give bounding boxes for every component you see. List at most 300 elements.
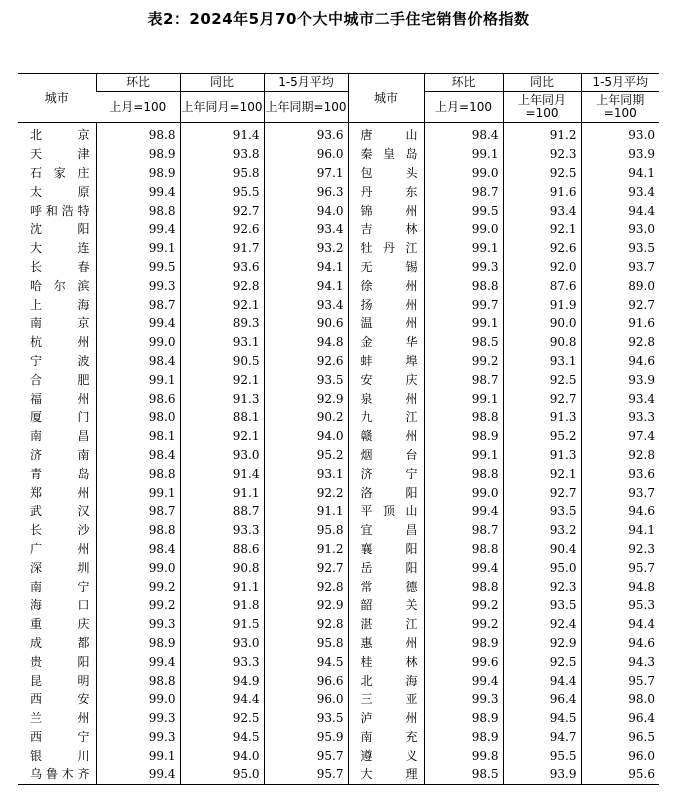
mom-value: 98.4 — [96, 352, 180, 371]
ytd-value: 96.4 — [581, 709, 659, 728]
ytd-value: 94.1 — [264, 258, 348, 277]
ytd-value: 90.2 — [264, 408, 348, 427]
mom-value: 98.9 — [424, 427, 503, 446]
table-row — [18, 182, 659, 201]
yoy-value: 92.5 — [503, 370, 581, 389]
mom-value: 98.9 — [96, 164, 180, 183]
ytd-value: 95.2 — [264, 446, 348, 465]
ytd-value: 92.6 — [264, 352, 348, 371]
mom-base-left: 上月=100 — [96, 92, 180, 123]
table-row — [18, 352, 659, 371]
yoy-value: 93.1 — [180, 333, 264, 352]
mom-value: 99.4 — [96, 220, 180, 239]
table-row — [18, 427, 659, 446]
table-row — [18, 201, 659, 220]
ytd-value: 92.8 — [581, 333, 659, 352]
city-name: 兰 州 — [30, 711, 90, 726]
mom-value: 98.7 — [424, 182, 503, 201]
ytd-value: 96.0 — [264, 145, 348, 164]
mom-value: 99.8 — [424, 746, 503, 765]
yoy-value: 93.8 — [180, 145, 264, 164]
ytd-value: 94.8 — [581, 577, 659, 596]
city-name: 赣 州 — [348, 427, 424, 446]
city-name: 金 华 — [348, 333, 424, 352]
ytd-value: 93.0 — [581, 123, 659, 145]
yoy-value: 93.0 — [180, 634, 264, 653]
yoy-value: 92.1 — [180, 370, 264, 389]
ytd-header-right: 1-5月平均 — [581, 74, 659, 92]
yoy-value: 91.5 — [180, 615, 264, 634]
mom-value: 99.3 — [96, 276, 180, 295]
table-row — [18, 502, 659, 521]
city-name: 宜 昌 — [348, 521, 424, 540]
mom-value: 98.7 — [424, 521, 503, 540]
yoy-value: 92.7 — [503, 389, 581, 408]
city-name: 长 春 — [30, 259, 90, 274]
mom-value: 99.0 — [424, 164, 503, 183]
table-row — [18, 464, 659, 483]
city-name: 厦 门 — [30, 410, 90, 425]
ytd-value: 93.0 — [581, 220, 659, 239]
ytd-value: 94.6 — [581, 502, 659, 521]
mom-value: 99.2 — [424, 615, 503, 634]
city-name: 乌鲁木齐 — [30, 767, 90, 782]
mom-value: 99.2 — [96, 596, 180, 615]
mom-value: 98.6 — [96, 389, 180, 408]
mom-value: 99.4 — [96, 182, 180, 201]
table-row — [18, 634, 659, 653]
table-body — [18, 123, 659, 785]
yoy-value: 93.5 — [503, 502, 581, 521]
ytd-value: 93.4 — [581, 182, 659, 201]
ytd-base-right: 上年同期=100 — [581, 92, 659, 123]
ytd-value: 95.8 — [264, 521, 348, 540]
mom-value: 99.4 — [424, 671, 503, 690]
city-name: 呼和浩特 — [30, 203, 90, 218]
ytd-value: 95.7 — [264, 765, 348, 784]
city-name: 深 圳 — [30, 560, 90, 575]
mom-value: 98.8 — [96, 521, 180, 540]
ytd-value: 92.8 — [581, 446, 659, 465]
yoy-value: 92.1 — [180, 427, 264, 446]
city-name: 昆 明 — [30, 673, 90, 688]
yoy-value: 91.3 — [503, 408, 581, 427]
ytd-value: 93.7 — [581, 258, 659, 277]
yoy-value: 92.8 — [180, 276, 264, 295]
mom-value: 99.6 — [424, 652, 503, 671]
yoy-value: 87.6 — [503, 276, 581, 295]
mom-value: 98.8 — [424, 464, 503, 483]
mom-value: 99.1 — [424, 314, 503, 333]
ytd-value: 93.5 — [264, 709, 348, 728]
ytd-value: 93.4 — [264, 295, 348, 314]
yoy-value: 93.5 — [503, 596, 581, 615]
ytd-value: 92.3 — [581, 540, 659, 559]
city-name: 无 锡 — [348, 258, 424, 277]
yoy-header-right: 同比 — [503, 74, 581, 92]
ytd-value: 91.2 — [264, 540, 348, 559]
yoy-value: 93.0 — [180, 446, 264, 465]
yoy-value: 92.6 — [503, 239, 581, 258]
table-row — [18, 540, 659, 559]
yoy-value: 90.8 — [180, 558, 264, 577]
mom-value: 98.4 — [424, 123, 503, 145]
city-name: 安 庆 — [348, 370, 424, 389]
price-index-table — [18, 73, 659, 785]
ytd-value: 93.4 — [581, 389, 659, 408]
table-row — [18, 615, 659, 634]
ytd-value: 95.7 — [581, 671, 659, 690]
ytd-value: 93.1 — [264, 464, 348, 483]
ytd-value: 93.6 — [264, 123, 348, 145]
city-name: 上 海 — [30, 297, 90, 312]
yoy-value: 95.8 — [180, 164, 264, 183]
city-name: 吉 林 — [348, 220, 424, 239]
yoy-value: 92.1 — [503, 464, 581, 483]
city-name: 西 宁 — [30, 729, 90, 744]
ytd-value: 93.4 — [264, 220, 348, 239]
mom-value: 98.9 — [96, 634, 180, 653]
ytd-value: 94.6 — [581, 352, 659, 371]
city-name: 青 岛 — [30, 466, 90, 481]
mom-value: 99.5 — [96, 258, 180, 277]
mom-value: 99.1 — [96, 483, 180, 502]
city-name: 岳 阳 — [348, 558, 424, 577]
city-name: 包 头 — [348, 164, 424, 183]
ytd-value: 93.5 — [264, 370, 348, 389]
city-name: 济 南 — [30, 447, 90, 462]
mom-value: 98.8 — [424, 540, 503, 559]
ytd-value: 96.6 — [264, 671, 348, 690]
mom-value: 99.4 — [96, 314, 180, 333]
mom-value: 99.0 — [96, 558, 180, 577]
yoy-value: 93.3 — [180, 652, 264, 671]
mom-value: 99.0 — [96, 690, 180, 709]
city-name: 湛 江 — [348, 615, 424, 634]
mom-value: 99.0 — [96, 333, 180, 352]
yoy-value: 92.5 — [503, 164, 581, 183]
city-name: 九 江 — [348, 408, 424, 427]
mom-value: 98.7 — [424, 370, 503, 389]
yoy-value: 92.6 — [180, 220, 264, 239]
ytd-value: 92.9 — [264, 596, 348, 615]
ytd-value: 94.1 — [581, 521, 659, 540]
city-name: 南 昌 — [30, 429, 90, 444]
yoy-value: 92.7 — [503, 483, 581, 502]
city-name: 泉 州 — [348, 389, 424, 408]
table-row — [18, 652, 659, 671]
yoy-value: 91.8 — [180, 596, 264, 615]
city-name: 济 宁 — [348, 464, 424, 483]
mom-value: 99.4 — [96, 765, 180, 784]
yoy-value: 95.0 — [180, 765, 264, 784]
city-name: 海 口 — [30, 598, 90, 613]
yoy-value: 91.1 — [180, 577, 264, 596]
mom-value: 99.1 — [424, 239, 503, 258]
city-name: 宁 波 — [30, 353, 90, 368]
city-name: 天 津 — [30, 147, 90, 162]
yoy-value: 94.4 — [503, 671, 581, 690]
yoy-value: 89.3 — [180, 314, 264, 333]
ytd-value: 95.6 — [581, 765, 659, 784]
mom-value: 99.2 — [96, 577, 180, 596]
ytd-value: 92.8 — [264, 615, 348, 634]
city-name: 温 州 — [348, 314, 424, 333]
city-name: 锦 州 — [348, 201, 424, 220]
city-name: 太 原 — [30, 184, 90, 199]
mom-value: 98.9 — [424, 634, 503, 653]
city-name: 遵 义 — [348, 746, 424, 765]
page-title: 表2：2024年5月70个大中城市二手住宅销售价格指数 — [147, 10, 530, 28]
yoy-value: 95.2 — [503, 427, 581, 446]
city-name: 南 宁 — [30, 579, 90, 594]
city-name: 丹 东 — [348, 182, 424, 201]
city-name: 银 川 — [30, 748, 90, 763]
yoy-value: 91.3 — [180, 389, 264, 408]
city-name: 常 德 — [348, 577, 424, 596]
city-name: 蚌 埠 — [348, 352, 424, 371]
mom-value: 99.1 — [424, 389, 503, 408]
yoy-value: 88.6 — [180, 540, 264, 559]
mom-value: 99.4 — [424, 502, 503, 521]
ytd-value: 94.8 — [264, 333, 348, 352]
yoy-value: 94.0 — [180, 746, 264, 765]
city-name: 惠 州 — [348, 634, 424, 653]
table-row — [18, 521, 659, 540]
city-name: 唐 山 — [348, 123, 424, 145]
yoy-value: 93.2 — [503, 521, 581, 540]
mom-value: 98.4 — [96, 446, 180, 465]
mom-header-left: 环比 — [96, 74, 180, 92]
yoy-value: 93.9 — [503, 765, 581, 784]
ytd-value: 93.6 — [581, 464, 659, 483]
yoy-value: 93.6 — [180, 258, 264, 277]
table-row — [18, 483, 659, 502]
table-row — [18, 123, 659, 145]
city-name: 北 京 — [30, 128, 90, 143]
yoy-value: 92.1 — [180, 295, 264, 314]
mom-value: 98.4 — [96, 540, 180, 559]
mom-value: 99.3 — [424, 258, 503, 277]
city-name: 南 京 — [30, 316, 90, 331]
city-name: 沈 阳 — [30, 222, 90, 237]
mom-value: 98.0 — [96, 408, 180, 427]
mom-value: 99.3 — [96, 709, 180, 728]
table-row — [18, 276, 659, 295]
ytd-value: 94.1 — [581, 164, 659, 183]
ytd-value: 94.1 — [264, 276, 348, 295]
ytd-value: 95.8 — [264, 634, 348, 653]
table-row — [18, 370, 659, 389]
yoy-value: 91.1 — [180, 483, 264, 502]
mom-value: 99.0 — [424, 483, 503, 502]
ytd-value: 94.0 — [264, 427, 348, 446]
city-name: 福 州 — [30, 391, 90, 406]
mom-value: 99.2 — [424, 352, 503, 371]
mom-value: 99.3 — [96, 615, 180, 634]
mom-value: 98.9 — [424, 728, 503, 747]
city-name: 成 都 — [30, 635, 90, 650]
table-row — [18, 389, 659, 408]
table-row — [18, 408, 659, 427]
table-row — [18, 220, 659, 239]
ytd-value: 97.4 — [581, 427, 659, 446]
yoy-value: 92.0 — [503, 258, 581, 277]
ytd-value: 93.2 — [264, 239, 348, 258]
ytd-value: 95.7 — [581, 558, 659, 577]
ytd-value: 96.0 — [264, 690, 348, 709]
table-row — [18, 314, 659, 333]
ytd-value: 94.4 — [581, 615, 659, 634]
city-header-left: 城市 — [18, 74, 96, 123]
ytd-value: 92.9 — [264, 389, 348, 408]
yoy-value: 93.1 — [503, 352, 581, 371]
city-name: 长 沙 — [30, 523, 90, 538]
ytd-header-left: 1-5月平均 — [264, 74, 348, 92]
yoy-value: 91.7 — [180, 239, 264, 258]
yoy-value: 94.9 — [180, 671, 264, 690]
city-name: 扬 州 — [348, 295, 424, 314]
table-row — [18, 333, 659, 352]
ytd-value: 98.0 — [581, 690, 659, 709]
mom-value: 98.7 — [96, 295, 180, 314]
city-name: 韶 关 — [348, 596, 424, 615]
mom-value: 99.4 — [424, 558, 503, 577]
table-row — [18, 577, 659, 596]
city-name: 石家庄 — [30, 165, 90, 180]
ytd-value: 92.8 — [264, 577, 348, 596]
mom-value: 98.8 — [424, 408, 503, 427]
table-row — [18, 596, 659, 615]
yoy-value: 92.5 — [503, 652, 581, 671]
table-row — [18, 239, 659, 258]
mom-value: 98.8 — [96, 464, 180, 483]
yoy-value: 92.5 — [180, 709, 264, 728]
mom-value: 98.8 — [96, 123, 180, 145]
mom-value: 99.3 — [424, 690, 503, 709]
ytd-value: 94.4 — [581, 201, 659, 220]
table-row — [18, 446, 659, 465]
city-name: 三 亚 — [348, 690, 424, 709]
city-name: 重 庆 — [30, 617, 90, 632]
yoy-value: 90.5 — [180, 352, 264, 371]
table-row — [18, 558, 659, 577]
ytd-value: 93.3 — [581, 408, 659, 427]
ytd-value: 96.3 — [264, 182, 348, 201]
mom-value: 99.2 — [424, 596, 503, 615]
city-name: 北 海 — [348, 671, 424, 690]
mom-value: 99.7 — [424, 295, 503, 314]
yoy-value: 92.1 — [503, 220, 581, 239]
city-name: 武 汉 — [30, 504, 90, 519]
ytd-value: 91.1 — [264, 502, 348, 521]
mom-header-right: 环比 — [424, 74, 503, 92]
ytd-value: 93.7 — [581, 483, 659, 502]
yoy-value: 93.3 — [180, 521, 264, 540]
yoy-value: 88.7 — [180, 502, 264, 521]
city-name: 泸 州 — [348, 709, 424, 728]
ytd-value: 95.3 — [581, 596, 659, 615]
table-row — [18, 746, 659, 765]
ytd-value: 94.6 — [581, 634, 659, 653]
ytd-value: 97.1 — [264, 164, 348, 183]
ytd-value: 95.7 — [264, 746, 348, 765]
yoy-value: 94.4 — [180, 690, 264, 709]
table-row — [18, 728, 659, 747]
ytd-base-left: 上年同期=100 — [264, 92, 348, 123]
yoy-value: 91.6 — [503, 182, 581, 201]
yoy-value: 91.4 — [180, 464, 264, 483]
city-name: 大 理 — [348, 765, 424, 784]
table-row — [18, 258, 659, 277]
yoy-value: 93.4 — [503, 201, 581, 220]
table-row — [18, 164, 659, 183]
city-name: 贵 阳 — [30, 654, 90, 669]
yoy-value: 95.5 — [503, 746, 581, 765]
ytd-value: 93.9 — [581, 370, 659, 389]
yoy-value: 88.1 — [180, 408, 264, 427]
mom-value: 99.1 — [96, 746, 180, 765]
ytd-value: 93.5 — [581, 239, 659, 258]
mom-base-right: 上月=100 — [424, 92, 503, 123]
mom-value: 98.8 — [424, 276, 503, 295]
table-row — [18, 709, 659, 728]
yoy-value: 91.9 — [503, 295, 581, 314]
city-name: 西 安 — [30, 692, 90, 707]
table-row — [18, 765, 659, 784]
city-name: 郑 州 — [30, 485, 90, 500]
city-name: 烟 台 — [348, 446, 424, 465]
yoy-value: 95.0 — [503, 558, 581, 577]
city-name: 南 充 — [348, 728, 424, 747]
yoy-value: 91.2 — [503, 123, 581, 145]
city-name: 大 连 — [30, 241, 90, 256]
yoy-value: 95.5 — [180, 182, 264, 201]
yoy-value: 96.4 — [503, 690, 581, 709]
mom-value: 98.8 — [96, 201, 180, 220]
city-name: 合 肥 — [30, 372, 90, 387]
city-header-right: 城市 — [348, 74, 424, 123]
mom-value: 99.1 — [424, 145, 503, 164]
city-name: 秦皇岛 — [348, 145, 424, 164]
mom-value: 99.5 — [424, 201, 503, 220]
yoy-header-left: 同比 — [180, 74, 264, 92]
yoy-value: 92.9 — [503, 634, 581, 653]
yoy-base-left: 上年同月=100 — [180, 92, 264, 123]
ytd-value: 92.7 — [264, 558, 348, 577]
mom-value: 98.5 — [424, 333, 503, 352]
ytd-value: 89.0 — [581, 276, 659, 295]
ytd-value: 92.7 — [581, 295, 659, 314]
yoy-value: 90.0 — [503, 314, 581, 333]
ytd-value: 94.0 — [264, 201, 348, 220]
yoy-value: 92.3 — [503, 577, 581, 596]
mom-value: 98.7 — [96, 502, 180, 521]
city-name: 徐 州 — [348, 276, 424, 295]
mom-value: 98.8 — [424, 577, 503, 596]
yoy-value: 90.8 — [503, 333, 581, 352]
ytd-value: 94.5 — [264, 652, 348, 671]
yoy-value: 90.4 — [503, 540, 581, 559]
city-name: 襄 阳 — [348, 540, 424, 559]
yoy-base-right: 上年同月=100 — [503, 92, 581, 123]
mom-value: 98.5 — [424, 765, 503, 784]
city-name: 平顶山 — [348, 502, 424, 521]
yoy-value: 91.3 — [503, 446, 581, 465]
mom-value: 98.8 — [96, 671, 180, 690]
yoy-value: 92.3 — [503, 145, 581, 164]
mom-value: 98.1 — [96, 427, 180, 446]
